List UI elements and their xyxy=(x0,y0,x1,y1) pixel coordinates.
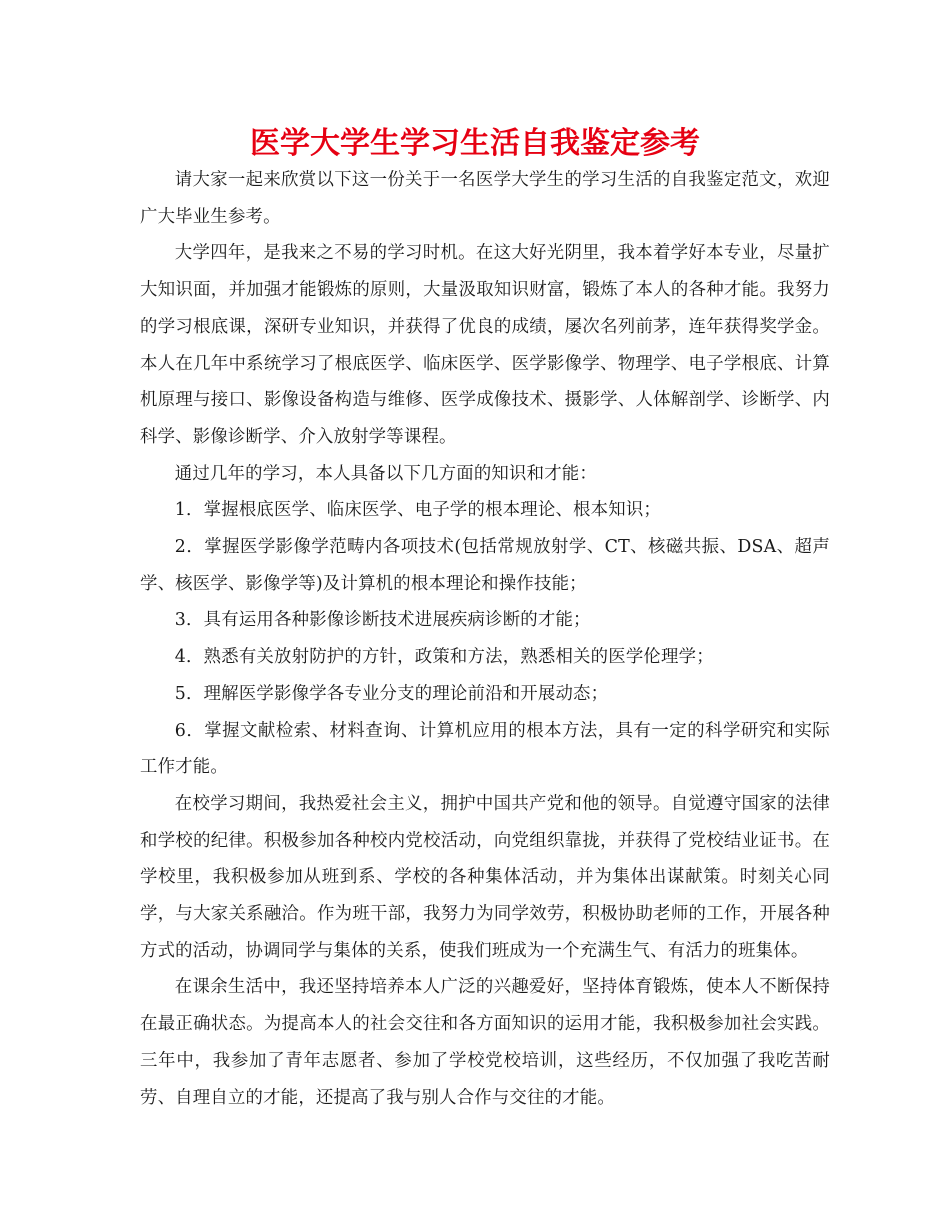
list-item-4: 4．熟悉有关放射防护的方针，政策和方法，熟悉相关的医学伦理学； xyxy=(174,647,714,668)
list-item-1: 1．掌握根底医学、临床医学、电子学的根本理论、根本知识； xyxy=(174,500,662,521)
list-item-2: 2．掌握医学影像学范畴内各项技术(包括常规放射学、CT、核磁共振、DSA、超声学、核医学、影像学等)及计算机的根本理论和操作技能； xyxy=(140,537,830,594)
paragraph-extracurricular: 在课余生活中，我还坚持培养本人广泛的兴趣爱好，坚持体育锻炼，使本人不断保持在最正确状态。为提高本人的社会交往和各方面知识的运用才能，我积极参加社会实践。三年中，我参加了青年志愿者、参加了学校党校培训，这些经历，不仅加强了我吃苦耐劳、自理自立的才能，还提高了我与别人合作与交往的才能。 xyxy=(140,977,830,1108)
list-item-3: 3．具有运用各种影像诊断技术进展疾病诊断的才能； xyxy=(174,610,591,631)
paragraph-study: 大学四年，是我来之不易的学习时机。在这大好光阴里，我本着学好本专业，尽量扩大知识面，并加强才能锻炼的原则，大量汲取知识财富，锻炼了本人的各种才能。我努力的学习根底课，深研专业知识，并获得了优良的成绩，屡次名列前茅，连年获得奖学金。本人在几年中系统学习了根底医学、临床医学、医学影像学、物理学、电子学根底、计算机原理与接口、影像设备构造与维修、医学成像技术、摄影学、人体解剖学、诊断学、内科学、影像诊断学、介入放射学等课程。 xyxy=(140,243,830,447)
list-item-5: 5．理解医学影像学各专业分支的理论前沿和开展动态； xyxy=(174,683,609,704)
paragraph-intro: 请大家一起来欣赏以下这一份关于一名医学大学生的学习生活的自我鉴定范文，欢迎广大毕业生参考。 xyxy=(140,170,830,227)
document-title: 医学大学生学习生活自我鉴定参考 xyxy=(250,126,700,161)
document-body xyxy=(140,162,830,1116)
list-item-6: 6．掌握文献检索、材料查询、计算机应用的根本方法，具有一定的科学研究和实际工作才能。 xyxy=(140,720,830,778)
paragraph-school-life: 在校学习期间，我热爱社会主义，拥护中国共产党和他的领导。自觉遵守国家的法律和学校的纪律。积极参加各种校内党校活动，向党组织靠拢，并获得了党校结业证书。在学校里，我积极参加从班到系、学校的各种集体活动，并为集体出谋献策。时刻关心同学，与大家关系融洽。作为班干部，我努力为同学效劳，积极协助老师的工作，开展各种方式的活动，协调同学与集体的关系，使我们班成为一个充满生气、有活力的班集体。 xyxy=(140,793,830,961)
paragraph-abilities-intro: 通过几年的学习，本人具备以下几方面的知识和才能： xyxy=(174,463,597,484)
